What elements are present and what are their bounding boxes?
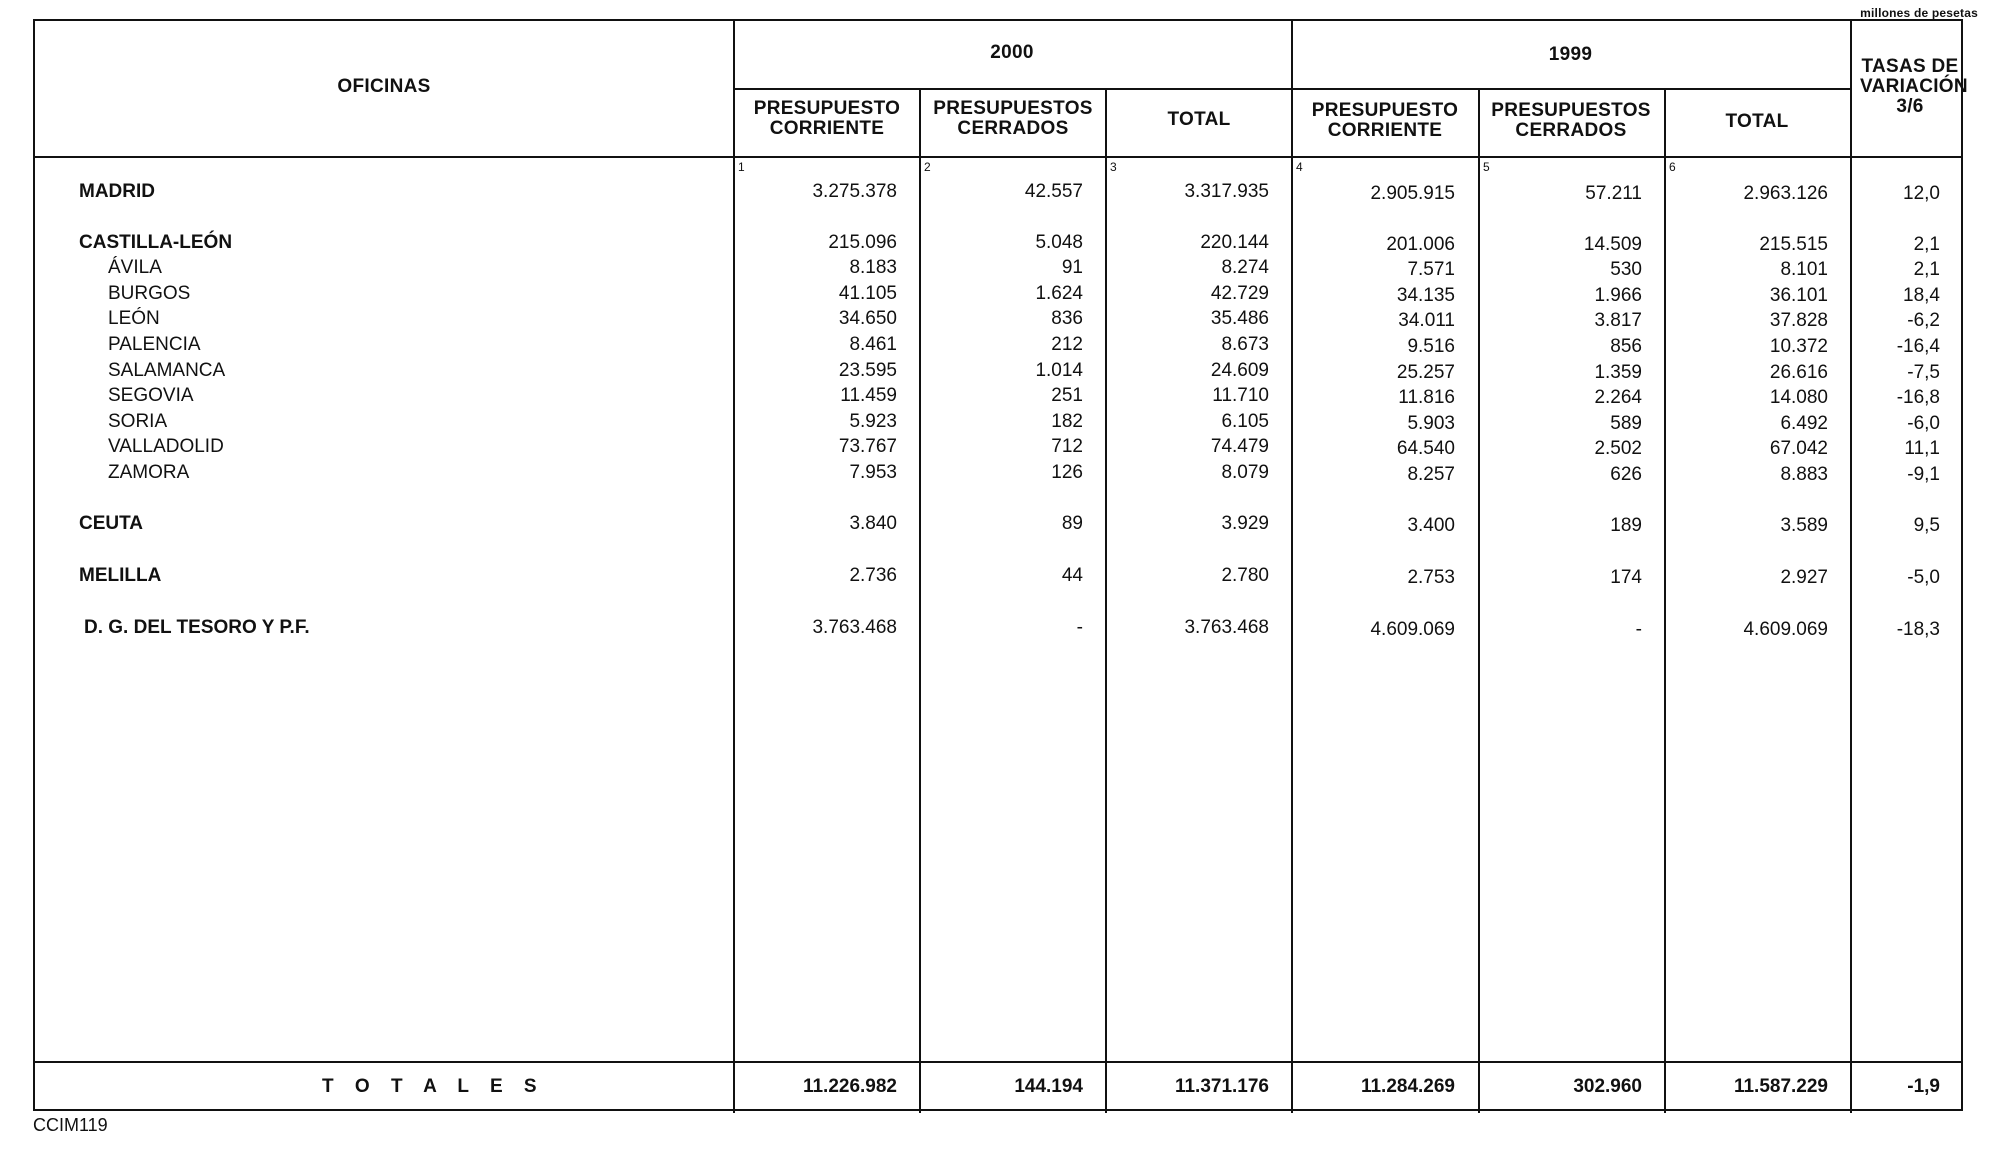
row-label: BURGOS [108, 283, 191, 304]
col-divider [1105, 88, 1107, 1113]
table-cell: 3.275.378 [812, 181, 897, 202]
table-cell: 3.929 [1221, 513, 1269, 534]
table-cell: 11,1 [1904, 438, 1940, 459]
table-cell: 712 [1051, 436, 1083, 457]
totals-cell: 144.194 [1014, 1076, 1083, 1097]
table-cell: 215.096 [828, 232, 897, 253]
col-header-2000-total: TOTAL [1167, 109, 1231, 130]
table-cell: 9,5 [1913, 515, 1940, 536]
table-cell: 1.359 [1594, 362, 1642, 383]
table-cell: 73.767 [838, 436, 897, 457]
table-cell: 3.763.468 [1184, 617, 1269, 638]
totals-cell: 11.226.982 [802, 1076, 897, 1097]
table-cell: 44 [1061, 565, 1083, 586]
table-cell: 42.557 [1024, 181, 1083, 202]
table-cell: 7.571 [1407, 259, 1455, 280]
table-cell: -16,4 [1896, 336, 1940, 357]
table-cell: 11.816 [1398, 387, 1455, 408]
column-number: 5 [1483, 160, 1490, 174]
year-2000-header: 2000 [990, 42, 1034, 63]
table-cell: 1.014 [1035, 360, 1083, 381]
header-bottom-rule [35, 156, 1961, 158]
table-cell: 215.515 [1759, 234, 1828, 255]
budget-table [33, 19, 1968, 1111]
table-cell: 2,1 [1913, 259, 1940, 280]
table-cell: 8.257 [1407, 464, 1455, 485]
table-cell: 626 [1610, 464, 1642, 485]
row-label: ZAMORA [108, 462, 190, 483]
table-cell: 3.317.935 [1184, 181, 1269, 202]
table-cell: 89 [1061, 513, 1083, 534]
table-cell: 64.540 [1396, 438, 1455, 459]
table-cell: 18,4 [1903, 285, 1940, 306]
table-cell: 6.105 [1221, 411, 1269, 432]
col-divider [1478, 88, 1480, 1113]
table-cell: 34.650 [838, 308, 897, 329]
table-cell: 34.011 [1398, 310, 1455, 331]
table-cell: 35.486 [1210, 308, 1269, 329]
totals-cell: 302.960 [1573, 1076, 1642, 1097]
table-cell: 14.080 [1769, 387, 1828, 408]
table-cell: -5,0 [1907, 567, 1940, 588]
table-cell: 8.461 [849, 334, 897, 355]
totals-label: T O T A L E S [322, 1076, 545, 1097]
table-cell: -9,1 [1907, 464, 1940, 485]
table-cell: 7.953 [849, 462, 897, 483]
table-cell: 174 [1610, 567, 1642, 588]
column-number: 4 [1296, 160, 1303, 174]
table-cell: 41.105 [838, 283, 897, 304]
table-cell: 12,0 [1903, 183, 1940, 204]
rate-header: TASAS DE VARIACIÓN 3/6 [1860, 56, 1968, 117]
table-cell: 126 [1051, 462, 1083, 483]
col-divider [919, 88, 921, 1113]
col-divider [1664, 88, 1666, 1113]
table-cell: 220.144 [1200, 232, 1269, 253]
table-cell: - [1076, 617, 1083, 638]
table-cell: 37.828 [1769, 310, 1828, 331]
table-cell: 8.079 [1221, 462, 1269, 483]
table-cell: 36.101 [1769, 285, 1828, 306]
table-cell: 836 [1051, 308, 1083, 329]
table-cell: 3.817 [1594, 310, 1642, 331]
col-header-1999-total: TOTAL [1725, 111, 1789, 132]
table-cell: 23.595 [838, 360, 897, 381]
col-header-1999-current: PRESUPUESTO CORRIENTE [1311, 100, 1459, 141]
row-label: CASTILLA-LEÓN [79, 232, 233, 253]
table-cell: 2.502 [1594, 438, 1642, 459]
table-cell: 4.609.069 [1370, 619, 1455, 640]
table-cell: 10.372 [1769, 336, 1828, 357]
column-number: 2 [924, 160, 931, 174]
table-cell: 2.753 [1407, 567, 1455, 588]
table-cell: 26.616 [1769, 362, 1828, 383]
table-cell: 14.509 [1583, 234, 1642, 255]
table-cell: 24.609 [1210, 360, 1269, 381]
table-cell: -6,0 [1907, 413, 1940, 434]
footer-code: CCIM119 [33, 1115, 108, 1135]
table-cell: 201.006 [1386, 234, 1455, 255]
table-cell: 8.673 [1221, 334, 1269, 355]
table-cell: 8.883 [1780, 464, 1828, 485]
table-cell: 3.400 [1407, 515, 1455, 536]
table-cell: 11.710 [1212, 385, 1269, 406]
col-header-1999-closed: PRESUPUESTOS CERRADOS [1491, 100, 1651, 141]
offices-header: OFICINAS [337, 76, 431, 97]
table-cell: 11.459 [840, 385, 897, 406]
col-divider [733, 21, 735, 1113]
table-cell: 3.589 [1780, 515, 1828, 536]
table-cell: 589 [1610, 413, 1642, 434]
totals-top-rule [35, 1061, 1961, 1063]
table-cell: 3.763.468 [812, 617, 897, 638]
table-cell: 2.736 [849, 565, 897, 586]
totals-cell: 11.284.269 [1360, 1076, 1455, 1097]
row-label: LEÓN [108, 308, 160, 329]
table-cell: 530 [1610, 259, 1642, 280]
row-label: SALAMANCA [108, 360, 226, 381]
table-cell: 5.903 [1407, 413, 1455, 434]
table-cell: 8.101 [1780, 259, 1828, 280]
table-cell: 5.923 [849, 411, 897, 432]
table-cell: -16,8 [1896, 387, 1940, 408]
col-header-2000-closed: PRESUPUESTOS CERRADOS [933, 98, 1093, 139]
table-cell: 3.840 [849, 513, 897, 534]
table-cell: 251 [1051, 385, 1083, 406]
row-label: ÁVILA [108, 257, 162, 278]
table-cell: 5.048 [1035, 232, 1083, 253]
table-cell: 189 [1610, 515, 1642, 536]
table-cell: -18,3 [1896, 619, 1940, 640]
table-cell: 2.905.915 [1370, 183, 1455, 204]
row-label: MADRID [79, 181, 155, 202]
column-number: 1 [738, 160, 745, 174]
table-cell: 67.042 [1769, 438, 1828, 459]
table-cell: 9.516 [1407, 336, 1455, 357]
column-number: 3 [1110, 160, 1117, 174]
table-cell: 2.963.126 [1743, 183, 1828, 204]
table-cell: 182 [1051, 411, 1083, 432]
col-divider [1291, 21, 1293, 1113]
table-cell: 1.624 [1035, 283, 1083, 304]
table-cell: 34.135 [1396, 285, 1455, 306]
row-label: VALLADOLID [108, 436, 224, 457]
row-label: SORIA [108, 411, 168, 432]
table-cell: 8.183 [849, 257, 897, 278]
table-cell: 2.927 [1780, 567, 1828, 588]
totals-cell: 11.587.229 [1733, 1076, 1828, 1097]
units-note: millones de pesetas [1860, 6, 1978, 20]
row-label: PALENCIA [108, 334, 201, 355]
table-cell: 212 [1051, 334, 1083, 355]
totals-cell: -1,9 [1907, 1076, 1940, 1097]
table-cell: -7,5 [1907, 362, 1940, 383]
year-1999-header: 1999 [1548, 44, 1593, 65]
table-cell: 1.966 [1594, 285, 1642, 306]
column-number: 6 [1669, 160, 1676, 174]
table-cell: 8.274 [1221, 257, 1269, 278]
table-cell: 74.479 [1210, 436, 1269, 457]
row-label: SEGOVIA [108, 385, 194, 406]
table-cell: 57.211 [1585, 183, 1642, 204]
col-header-2000-current: PRESUPUESTO CORRIENTE [753, 98, 901, 139]
table-cell: 25.257 [1396, 362, 1455, 383]
table-cell: - [1635, 619, 1642, 640]
row-label: D. G. DEL TESORO Y P.F. [84, 617, 310, 638]
table-cell: 2.264 [1594, 387, 1642, 408]
row-label: CEUTA [79, 513, 144, 534]
table-cell: 856 [1610, 336, 1642, 357]
table-cell: 2,1 [1913, 234, 1940, 255]
table-cell: 42.729 [1210, 283, 1269, 304]
table-cell: 91 [1061, 257, 1083, 278]
row-label: MELILLA [79, 565, 162, 586]
totals-cell: 11.371.176 [1174, 1076, 1269, 1097]
table-cell: 2.780 [1221, 565, 1269, 586]
table-cell: 4.609.069 [1743, 619, 1828, 640]
table-cell: 6.492 [1780, 413, 1828, 434]
year-header-divider [733, 88, 1850, 90]
table-cell: -6,2 [1907, 310, 1940, 331]
